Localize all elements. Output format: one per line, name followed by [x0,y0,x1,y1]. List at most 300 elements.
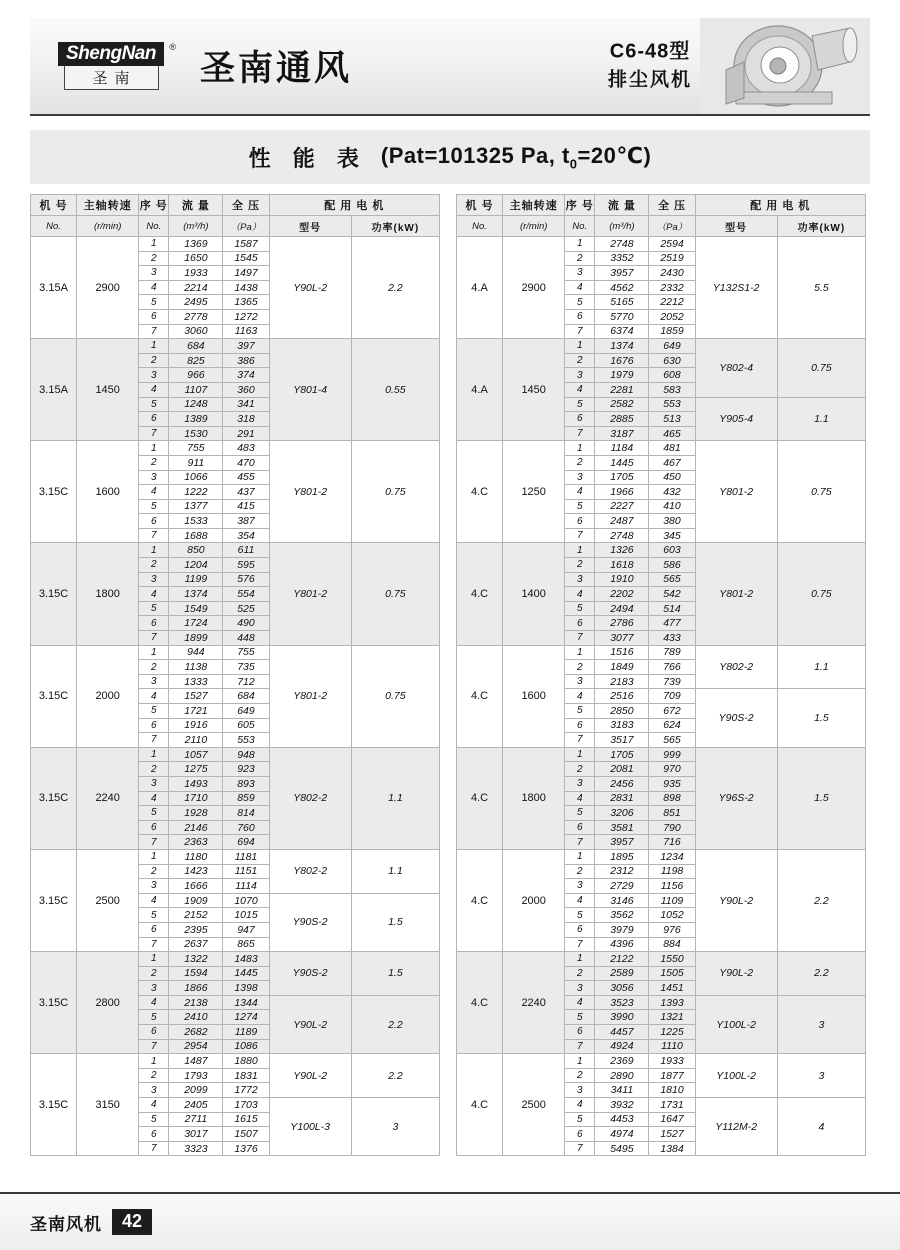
table-row [457,237,866,252]
table-row [457,645,866,660]
cell-flow: 1666 [169,879,223,894]
cell-motor-power: 1.1 [351,747,439,849]
cell-motor-type: Y90L-2 [269,237,351,339]
cell-seq: 2 [139,1068,169,1083]
cell-pressure: 2519 [649,251,695,266]
company-logo [56,41,176,91]
cell-pressure: 976 [649,922,695,937]
cell-seq: 1 [139,747,169,762]
cell-motor-power: 0.75 [351,645,439,747]
cell-motor-power: 3 [777,1054,865,1098]
cell-seq: 6 [565,616,595,631]
cell-flow: 3517 [595,733,649,748]
cell-seq: 1 [565,339,595,354]
cell-pressure: 923 [223,762,269,777]
cell-pressure: 1189 [223,1025,269,1040]
cell-fan-no: 3.15C [31,543,77,645]
cell-pressure: 1015 [223,908,269,923]
brand-title: 圣南通风 [200,49,353,88]
cell-flow: 2281 [595,382,649,397]
cell-pressure: 716 [649,835,695,850]
cell-pressure: 1393 [649,995,695,1010]
table-row [457,441,866,456]
cell-pressure: 1365 [223,295,269,310]
cell-pressure: 755 [223,645,269,660]
cell-pressure: 514 [649,601,695,616]
cell-flow: 1275 [169,762,223,777]
cell-seq: 6 [565,514,595,529]
cell-flow: 2081 [595,762,649,777]
th-no-unit: No. [31,216,77,237]
title-condition-text [381,143,651,171]
cell-seq: 5 [139,295,169,310]
cell-seq: 4 [565,791,595,806]
table-row [457,747,866,762]
cell-motor-type: Y905-4 [695,397,777,441]
cell-pressure: 483 [223,441,269,456]
logo-english-text: ShengNan [58,42,164,67]
cell-flow: 1487 [169,1054,223,1069]
th-no: 机 号 [457,195,503,216]
cell-seq: 7 [139,937,169,952]
th-motor-power: 功率(kW) [777,216,865,237]
cell-seq: 1 [565,1054,595,1069]
cell-pressure: 1527 [649,1127,695,1142]
cell-motor-type: Y90L-2 [269,995,351,1053]
cell-pressure: 884 [649,937,695,952]
cell-pressure: 437 [223,485,269,500]
cell-seq: 2 [139,353,169,368]
cell-fan-no: 3.15C [31,849,77,951]
cell-pressure: 1151 [223,864,269,879]
cell-pressure: 481 [649,441,695,456]
cell-flow: 944 [169,645,223,660]
cell-flow: 2582 [595,397,649,412]
cell-pressure: 450 [649,470,695,485]
cell-pressure: 490 [223,616,269,631]
cell-seq: 3 [139,776,169,791]
cell-pressure: 1376 [223,1141,269,1156]
cell-flow: 3411 [595,1083,649,1098]
cell-seq: 1 [565,645,595,660]
cell-seq: 2 [139,660,169,675]
cell-seq: 2 [139,762,169,777]
cell-motor-power: 0.75 [777,339,865,397]
cell-pressure: 448 [223,631,269,646]
cell-flow: 2202 [595,587,649,602]
cell-rpm: 2240 [77,747,139,849]
cell-flow: 3323 [169,1141,223,1156]
cell-seq: 4 [565,485,595,500]
cell-seq: 6 [139,309,169,324]
cell-flow: 1184 [595,441,649,456]
cell-motor-type: Y100L-3 [269,1098,351,1156]
cell-pressure: 553 [649,397,695,412]
cell-seq: 5 [565,908,595,923]
logo-chinese-text: 圣南 [64,66,159,90]
cell-flow: 3932 [595,1098,649,1113]
cell-rpm: 2240 [503,952,565,1054]
cell-fan-no: 3.15A [31,339,77,441]
cell-motor-type: Y90L-2 [695,849,777,951]
cell-seq: 3 [565,1083,595,1098]
cell-seq: 7 [565,426,595,441]
table-row [31,849,440,864]
cell-rpm: 2000 [503,849,565,951]
cell-seq: 7 [139,835,169,850]
model-code: C6-48型 [609,40,691,63]
cell-flow: 1374 [595,339,649,354]
page-number: 42 [112,1209,152,1235]
cell-flow: 3957 [595,266,649,281]
cell-seq: 3 [565,470,595,485]
cell-flow: 3990 [595,1010,649,1025]
cell-seq: 4 [139,791,169,806]
th-motor-type: 型号 [695,216,777,237]
cell-flow: 2122 [595,952,649,967]
cell-pressure: 859 [223,791,269,806]
cell-seq: 6 [565,820,595,835]
cell-motor-power: 2.2 [351,237,439,339]
cell-flow: 825 [169,353,223,368]
cell-pressure: 1772 [223,1083,269,1098]
cell-seq: 2 [139,251,169,266]
cell-pressure: 1321 [649,1010,695,1025]
cell-seq: 7 [139,1039,169,1054]
cell-pressure: 467 [649,455,695,470]
table-row [457,339,866,354]
cell-flow: 4562 [595,280,649,295]
cell-seq: 5 [139,1010,169,1025]
cell-seq: 5 [139,397,169,412]
cell-pressure: 1086 [223,1039,269,1054]
cell-flow: 1516 [595,645,649,660]
cell-seq: 1 [139,237,169,252]
cell-flow: 1866 [169,981,223,996]
cell-flow: 2410 [169,1010,223,1025]
cell-seq: 3 [565,266,595,281]
cell-seq: 5 [565,704,595,719]
cell-pressure: 1274 [223,1010,269,1025]
th-motor: 配 用 电 机 [695,195,865,216]
cell-pressure: 608 [649,368,695,383]
cell-flow: 755 [169,441,223,456]
table-row [457,543,866,558]
cell-pressure: 1114 [223,879,269,894]
performance-table-right [456,194,866,1156]
cell-fan-no: 3.15C [31,747,77,849]
cell-seq: 6 [565,412,595,427]
cell-flow: 1594 [169,966,223,981]
cell-flow: 2954 [169,1039,223,1054]
cell-flow: 2786 [595,616,649,631]
th-pressure: 全 压 [223,195,269,216]
cell-seq: 5 [139,601,169,616]
cell-pressure: 605 [223,718,269,733]
th-no: 机 号 [31,195,77,216]
cell-flow: 3957 [595,835,649,850]
cell-seq: 1 [139,441,169,456]
cell-rpm: 2000 [77,645,139,747]
cell-pressure: 999 [649,747,695,762]
cell-flow: 2885 [595,412,649,427]
cell-flow: 1322 [169,952,223,967]
page-footer [0,1192,900,1250]
cell-motor-type: Y802-2 [695,645,777,689]
cell-flow: 1650 [169,251,223,266]
cell-flow: 2637 [169,937,223,952]
cell-pressure: 1163 [223,324,269,339]
cell-seq: 1 [139,543,169,558]
cell-pressure: 790 [649,820,695,835]
cell-pressure: 694 [223,835,269,850]
cell-pressure: 611 [223,543,269,558]
cell-seq: 7 [565,1141,595,1156]
cell-flow: 1377 [169,499,223,514]
cell-flow: 1793 [169,1068,223,1083]
model-designation [608,38,692,95]
cell-motor-power: 3 [351,1098,439,1156]
table-row [31,543,440,558]
table-row [31,645,440,660]
cell-pressure: 1272 [223,309,269,324]
table-row [31,952,440,967]
cell-rpm: 1800 [503,747,565,849]
cell-motor-power: 1.5 [777,747,865,849]
cell-pressure: 513 [649,412,695,427]
cell-pressure: 1550 [649,952,695,967]
cell-seq: 6 [139,1127,169,1142]
cell-seq: 6 [565,1127,595,1142]
cell-pressure: 1810 [649,1083,695,1098]
cell-flow: 4924 [595,1039,649,1054]
cell-flow: 1107 [169,382,223,397]
cell-flow: 1895 [595,849,649,864]
cell-flow: 4396 [595,937,649,952]
cell-pressure: 525 [223,601,269,616]
cell-seq: 5 [139,704,169,719]
cell-pressure: 397 [223,339,269,354]
cell-flow: 2589 [595,966,649,981]
cell-seq: 7 [565,835,595,850]
cell-pressure: 1505 [649,966,695,981]
cell-flow: 2495 [169,295,223,310]
cell-seq: 2 [565,660,595,675]
cell-pressure: 1877 [649,1068,695,1083]
cell-flow: 1549 [169,601,223,616]
th-motor: 配 用 电 机 [269,195,439,216]
cell-seq: 1 [565,849,595,864]
cell-pressure: 1587 [223,237,269,252]
cell-seq: 4 [565,382,595,397]
table-row [31,747,440,762]
th-rpm-unit: (r/min) [77,216,139,237]
cell-seq: 4 [139,689,169,704]
cell-seq: 4 [139,382,169,397]
cell-pressure: 1344 [223,995,269,1010]
fan-photo [700,18,870,114]
cell-flow: 2850 [595,704,649,719]
cell-flow: 5165 [595,295,649,310]
cell-seq: 3 [565,572,595,587]
title-main-text: 性 能 表 [248,145,367,171]
cell-seq: 6 [139,1025,169,1040]
cell-pressure: 1234 [649,849,695,864]
cell-motor-power: 0.75 [351,543,439,645]
cell-flow: 3352 [595,251,649,266]
cell-flow: 3146 [595,893,649,908]
th-flow: 流 量 [169,195,223,216]
cell-flow: 1533 [169,514,223,529]
table-row [31,339,440,354]
cell-pressure: 935 [649,776,695,791]
cell-seq: 2 [565,864,595,879]
cell-pressure: 948 [223,747,269,762]
cell-pressure: 603 [649,543,695,558]
cell-rpm: 2900 [503,237,565,339]
cell-motor-power: 0.55 [351,339,439,441]
cell-motor-power: 2.2 [777,952,865,996]
cell-seq: 7 [565,937,595,952]
th-seq: 序 号 [139,195,169,216]
cell-seq: 5 [565,397,595,412]
cell-pressure: 1647 [649,1112,695,1127]
cell-motor-type: Y90S-2 [269,952,351,996]
cell-fan-no: 3.15C [31,441,77,543]
cell-seq: 5 [565,1010,595,1025]
cell-pressure: 1398 [223,981,269,996]
cell-flow: 2099 [169,1083,223,1098]
cell-flow: 1899 [169,631,223,646]
cell-fan-no: 4.C [457,645,503,747]
cell-seq: 4 [565,995,595,1010]
cell-seq: 3 [139,470,169,485]
cell-seq: 4 [139,893,169,908]
cell-seq: 5 [139,908,169,923]
cell-seq: 6 [565,718,595,733]
cell-pressure: 542 [649,587,695,602]
cell-seq: 2 [139,966,169,981]
cell-flow: 2494 [595,601,649,616]
th-rpm: 主轴转速 [77,195,139,216]
cell-seq: 3 [139,368,169,383]
cell-seq: 3 [139,981,169,996]
cell-pressure: 865 [223,937,269,952]
cell-seq: 3 [139,879,169,894]
cell-rpm: 1250 [503,441,565,543]
cell-seq: 4 [565,1098,595,1113]
page-header [30,18,870,116]
cell-seq: 6 [565,922,595,937]
cell-seq: 5 [565,601,595,616]
cell-flow: 1222 [169,485,223,500]
cell-flow: 2146 [169,820,223,835]
cell-seq: 6 [139,514,169,529]
cell-flow: 1445 [595,455,649,470]
cell-pressure: 1156 [649,879,695,894]
cell-flow: 2138 [169,995,223,1010]
cell-flow: 1138 [169,660,223,675]
cell-pressure: 1445 [223,966,269,981]
cell-motor-power: 2.2 [777,849,865,951]
cell-pressure: 1198 [649,864,695,879]
cell-motor-type: Y801-2 [269,543,351,645]
cell-seq: 2 [139,455,169,470]
cell-motor-type: Y801-2 [695,543,777,645]
cell-flow: 1710 [169,791,223,806]
cell-pressure: 586 [649,558,695,573]
cell-pressure: 649 [223,704,269,719]
cell-seq: 1 [139,952,169,967]
cell-pressure: 739 [649,674,695,689]
cell-fan-no: 4.C [457,1054,503,1156]
cell-motor-power: 1.5 [351,952,439,996]
cell-seq: 7 [565,324,595,339]
cell-pressure: 672 [649,704,695,719]
cell-seq: 4 [139,587,169,602]
cell-seq: 4 [565,280,595,295]
th-pressure-unit: （Pa） [223,216,269,237]
cell-flow: 3077 [595,631,649,646]
cell-pressure: 465 [649,426,695,441]
cell-motor-power: 1.5 [777,689,865,747]
cell-seq: 7 [139,1141,169,1156]
cell-flow: 1493 [169,776,223,791]
cell-pressure: 415 [223,499,269,514]
cell-seq: 7 [565,528,595,543]
th-flow-unit: (m³/h) [595,216,649,237]
cell-flow: 2456 [595,776,649,791]
cell-pressure: 2332 [649,280,695,295]
cell-fan-no: 3.15A [31,237,77,339]
cell-motor-power: 0.75 [777,543,865,645]
cell-rpm: 3150 [77,1054,139,1156]
cell-flow: 1979 [595,368,649,383]
th-rpm: 主轴转速 [503,195,565,216]
cell-pressure: 2430 [649,266,695,281]
cell-seq: 4 [139,280,169,295]
cell-rpm: 2800 [77,952,139,1054]
cell-motor-type: Y801-2 [695,441,777,543]
cell-rpm: 2500 [77,849,139,951]
model-description: 排尘风机 [607,69,692,91]
cell-seq: 1 [139,645,169,660]
cell-pressure: 565 [649,733,695,748]
title-sub-subscript: 0 [569,156,578,172]
cell-seq: 4 [139,485,169,500]
table-row [31,1054,440,1069]
cell-seq: 1 [565,543,595,558]
cell-seq: 6 [139,820,169,835]
cell-flow: 6374 [595,324,649,339]
cell-seq: 7 [139,324,169,339]
cell-fan-no: 3.15C [31,1054,77,1156]
th-no-unit: No. [457,216,503,237]
cell-pressure: 1110 [649,1039,695,1054]
cell-seq: 5 [139,1112,169,1127]
cell-seq: 3 [139,674,169,689]
cell-motor-type: Y801-2 [269,645,351,747]
cell-rpm: 2900 [77,237,139,339]
cell-flow: 2183 [595,674,649,689]
cell-pressure: 1225 [649,1025,695,1040]
cell-flow: 3056 [595,981,649,996]
cell-flow: 2711 [169,1112,223,1127]
cell-pressure: 712 [223,674,269,689]
cell-flow: 2748 [595,237,649,252]
cell-rpm: 1450 [77,339,139,441]
cell-flow: 3017 [169,1127,223,1142]
